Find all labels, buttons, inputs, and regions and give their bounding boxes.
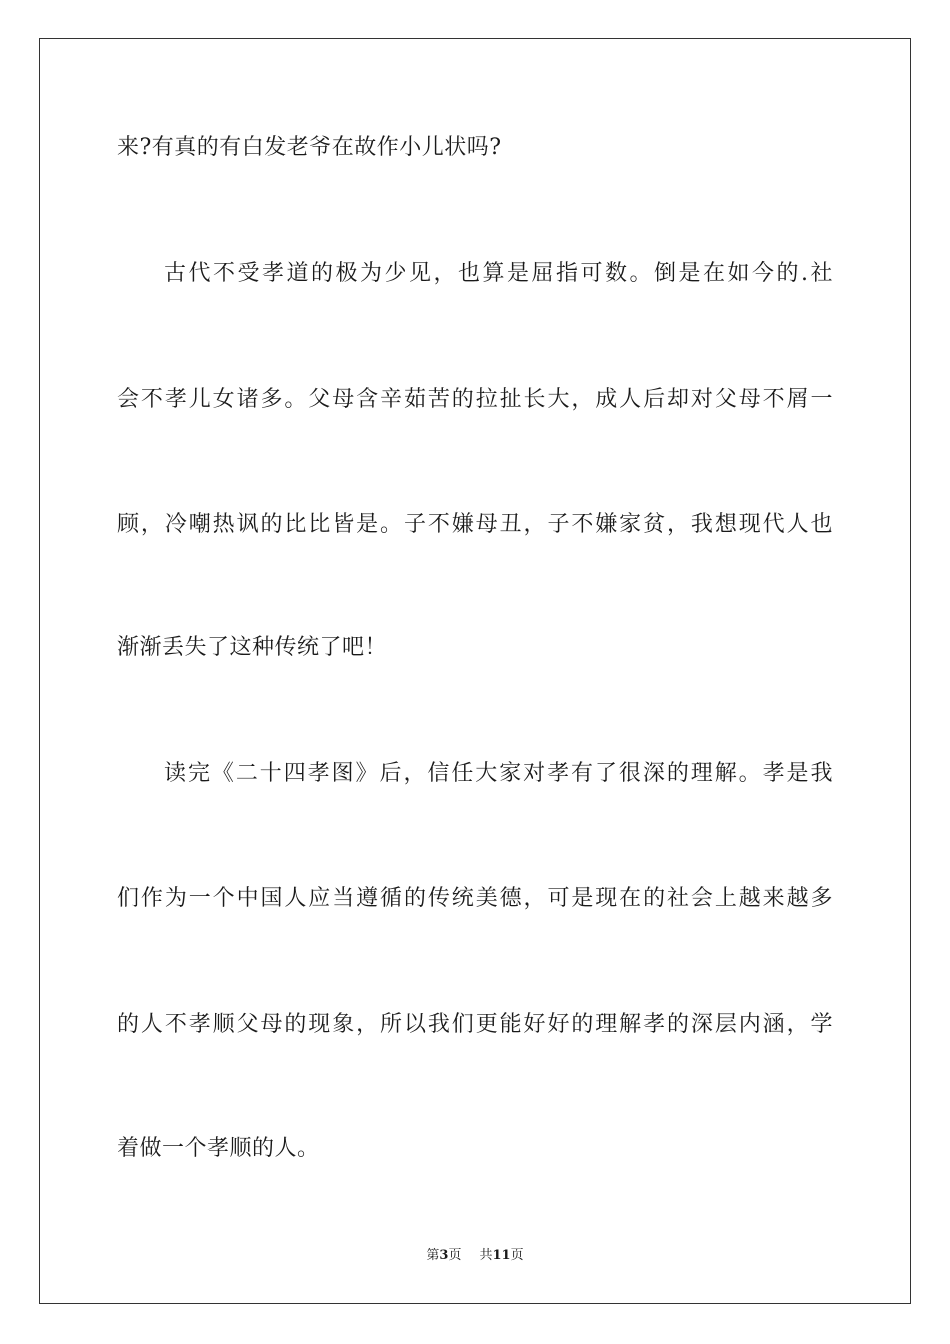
text-line-5: 渐渐丢失了这种传统了吧！ [117,635,388,660]
text-line-7: 们作为一个中国人应当遵循的传统美德，可是现在的社会上越来越多 [117,886,833,911]
text-line-3: 会不孝儿女诸多。父母含辛茹苦的拉扯长大，成人后却对父母不屑一 [117,387,833,412]
text-line-4: 顾，冷嘲热讽的比比皆是。子不嫌母丑，子不嫌家贫，我想现代人也 [117,512,833,537]
text-line-1: 来?有真的有白发老爷在故作小儿状吗? [117,135,502,160]
text-line-6: 读完《二十四孝图》后，信任大家对孝有了很深的理解。孝是我 [164,761,833,786]
page-total: 共11页 [479,1248,524,1263]
page-border [39,38,911,1304]
text-line-9: 着做一个孝顺的人。 [117,1136,320,1161]
page-footer [0,1246,950,1266]
text-line-8: 的人不孝顺父母的现象，所以我们更能好好的理解孝的深层内涵，学 [117,1012,833,1037]
page-number: 第3页 [426,1248,462,1263]
text-line-2: 古代不受孝道的极为少见，也算是屈指可数。倒是在如今的.社 [164,261,833,286]
